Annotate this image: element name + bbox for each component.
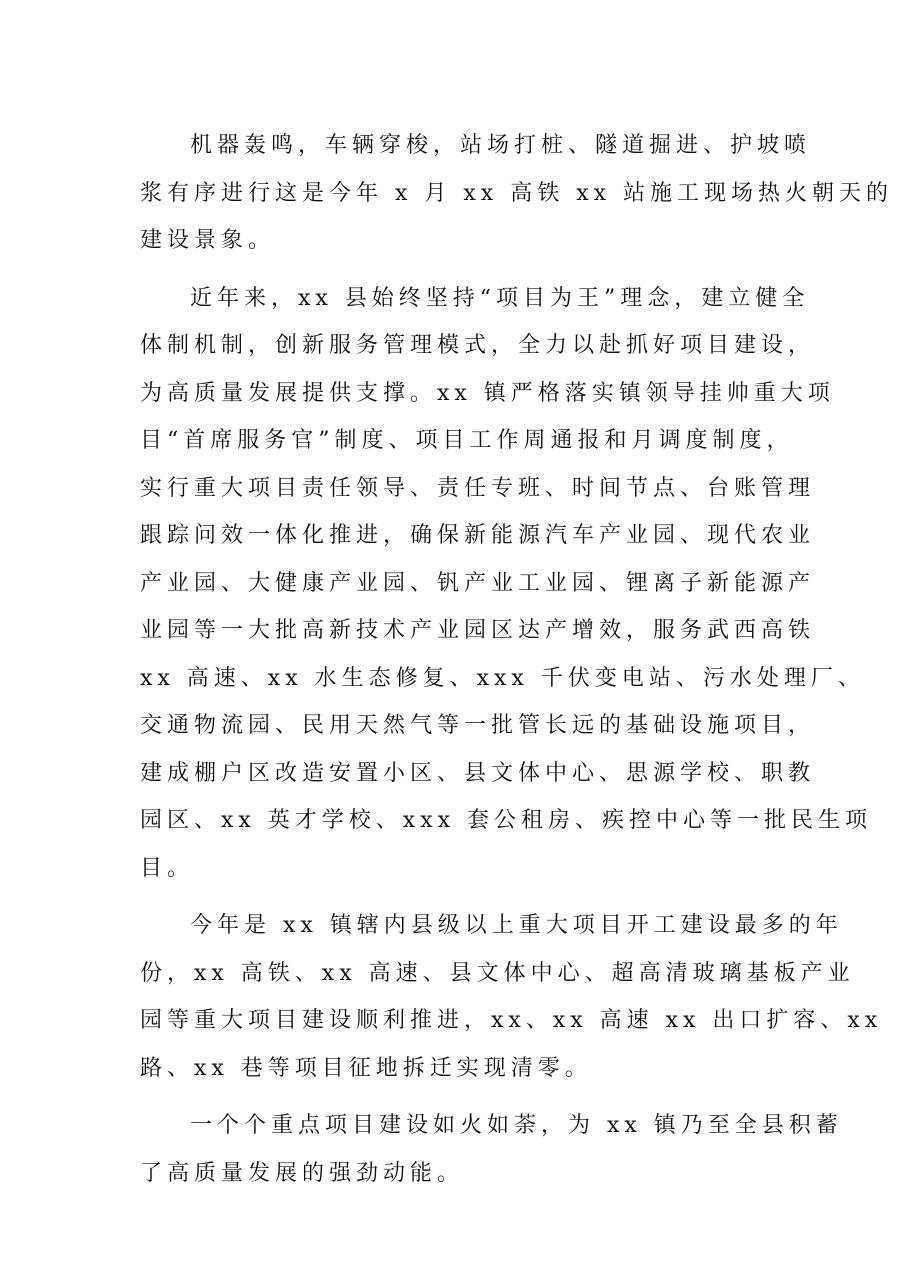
paragraph-2 — [140, 275, 873, 893]
text-line: 今年是 xx 镇辖内县级以上重大项目开工建设最多的年 — [190, 913, 843, 938]
text-line: 体制机制，创新服务管理模式，全力以赴抓好项目建设， — [140, 333, 816, 358]
text-line: 了高质量发展的强劲动能。 — [140, 1160, 465, 1186]
paragraph-3 — [140, 902, 883, 1092]
text-line: 份，xx 高铁、xx 高速、县文体中心、超高清玻璃基板产业 — [140, 960, 855, 986]
paragraph-4 — [140, 1102, 843, 1197]
text-line: xx 高速、xx 水生态修复、xxx 千伏变电站、污水处理厂、 — [140, 665, 865, 691]
text-line: 机器轰鸣，车辆穿梭，站场打桩、隧道掘进、护坡喷 — [190, 133, 812, 158]
text-line: 园等重大项目建设顺利推进，xx、xx 高速 xx 出口扩容、xx — [140, 1008, 883, 1033]
text-line: 为高质量发展提供支撑。xx 镇严格落实镇领导挂帅重大项 — [140, 380, 835, 406]
text-line: 建设景象。 — [140, 228, 276, 253]
text-line: 一个个重点项目建设如火如荼，为 xx 镇乃至全县积蓄 — [190, 1113, 843, 1138]
text-line: 园区、xx 英才学校、xxx 套公租房、疾控中心等一批民生项 — [140, 808, 873, 833]
text-line: 交通物流园、民用天然气等一批管长远的基础设施项目， — [140, 713, 816, 738]
text-line: 近年来，xx 县始终坚持“项目为王”理念，建立健全 — [190, 285, 810, 311]
text-line: 浆有序进行这是今年 x 月 xx 高铁 xx 站施工现场热火朝天的 — [140, 180, 893, 206]
text-line: 产业园、大健康产业园、钒产业工业园、锂离子新能源产 — [140, 570, 816, 596]
text-line: 目。 — [140, 855, 195, 881]
text-line: 路、xx 巷等项目征地拆迁实现清零。 — [140, 1055, 592, 1081]
text-line: 业园等一大批高新技术产业园区达产增效，服务武西高铁 — [140, 618, 816, 643]
text-line: 跟踪问效一体化推进，确保新能源汽车产业园、现代农业 — [140, 523, 816, 548]
text-line: 建成棚户区改造安置小区、县文体中心、思源学校、职教 — [140, 760, 816, 786]
text-line: 目“首席服务官”制度、项目工作周通报和月调度制度， — [140, 428, 794, 453]
text-line: 实行重大项目责任领导、责任专班、时间节点、台账管理 — [140, 475, 816, 501]
paragraph-1 — [140, 122, 893, 265]
document-body — [140, 122, 893, 1207]
